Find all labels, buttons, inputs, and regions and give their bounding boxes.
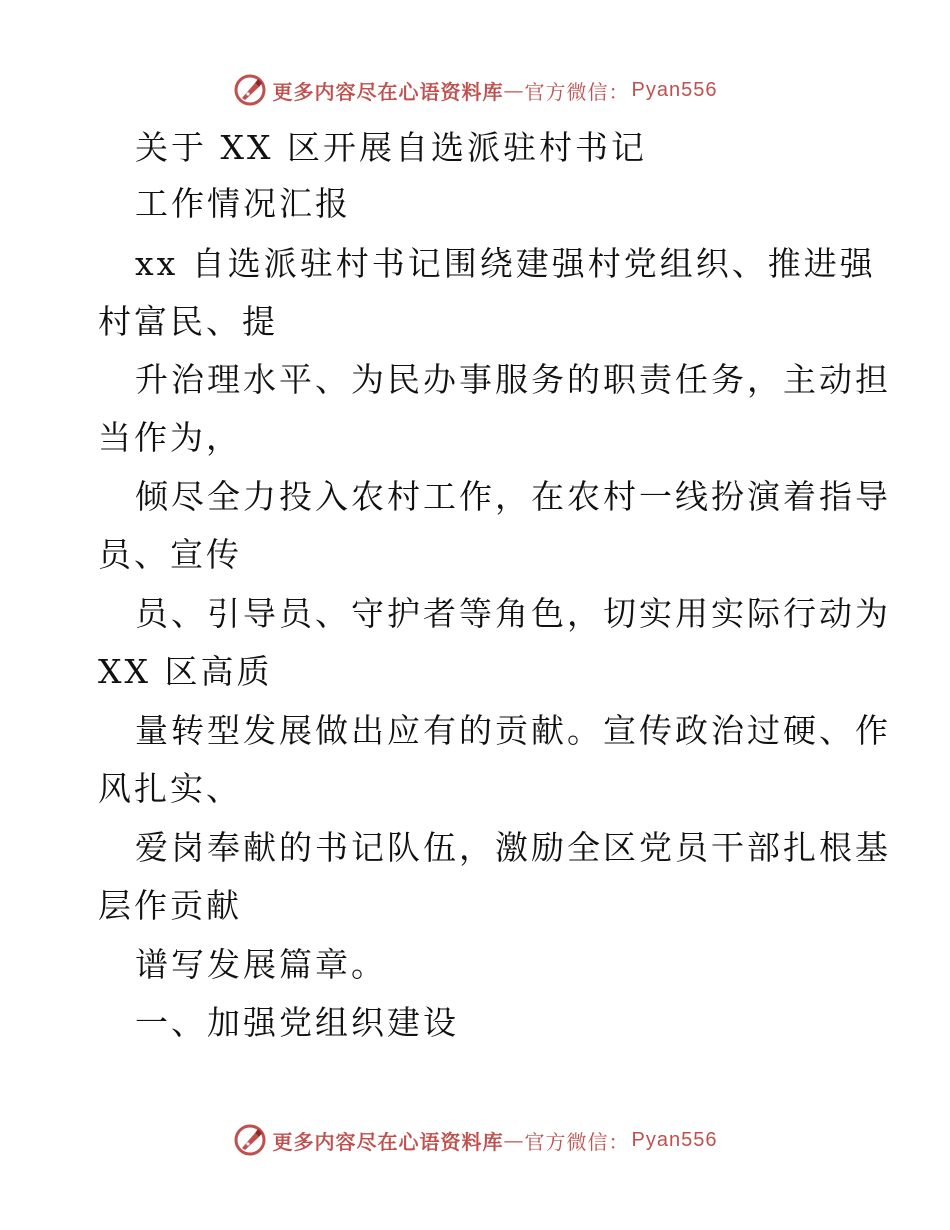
- body-line: XX 区高质: [98, 652, 273, 691]
- document-title-line-1: 关于 XX 区开展自选派驻村书记: [135, 128, 647, 167]
- pen-nib-circle-icon: [233, 73, 267, 107]
- body-line: 倾尽全力投入农村工作，在农村一线扮演着指导: [135, 477, 891, 516]
- banner-main-text: 更多内容尽在心语资料库: [272, 79, 504, 104]
- body-line: 升治理水平、为民办事服务的职责任务，主动担: [135, 360, 891, 399]
- banner-dash: —: [503, 78, 525, 102]
- body-line: 风扎实、: [98, 769, 242, 808]
- body-line: 员、引导员、守护者等角色，切实用实际行动为: [135, 594, 891, 633]
- body-line: 谱写发展篇章。: [135, 945, 387, 984]
- banner-wechat-label: 官方微信：: [524, 79, 630, 104]
- body-line: 层作贡献: [98, 886, 242, 925]
- banner-dash: —: [503, 1128, 525, 1152]
- banner-wechat-id: Pyan556: [631, 78, 718, 101]
- banner-main-text: 更多内容尽在心语资料库: [272, 1129, 504, 1154]
- body-line: 村富民、提: [98, 302, 278, 341]
- footer-banner: [0, 1120, 950, 1160]
- document-title-line-2: 工作情况汇报: [135, 184, 351, 223]
- body-line: 爱岗奉献的书记队伍，激励全区党员干部扎根基: [135, 828, 891, 867]
- body-line: 量转型发展做出应有的贡献。宣传政治过硬、作: [135, 711, 891, 750]
- banner-wechat-label: 官方微信：: [524, 1129, 630, 1154]
- header-banner: [0, 70, 950, 110]
- body-line: xx 自选派驻村书记围绕建强村党组织、推进强: [135, 244, 876, 283]
- section-heading: 一、加强党组织建设: [135, 1003, 459, 1042]
- pen-nib-circle-icon: [233, 1123, 267, 1157]
- body-line: 当作为，: [98, 418, 242, 457]
- banner-wechat-id: Pyan556: [631, 1128, 718, 1151]
- body-line: 员、宣传: [98, 535, 242, 574]
